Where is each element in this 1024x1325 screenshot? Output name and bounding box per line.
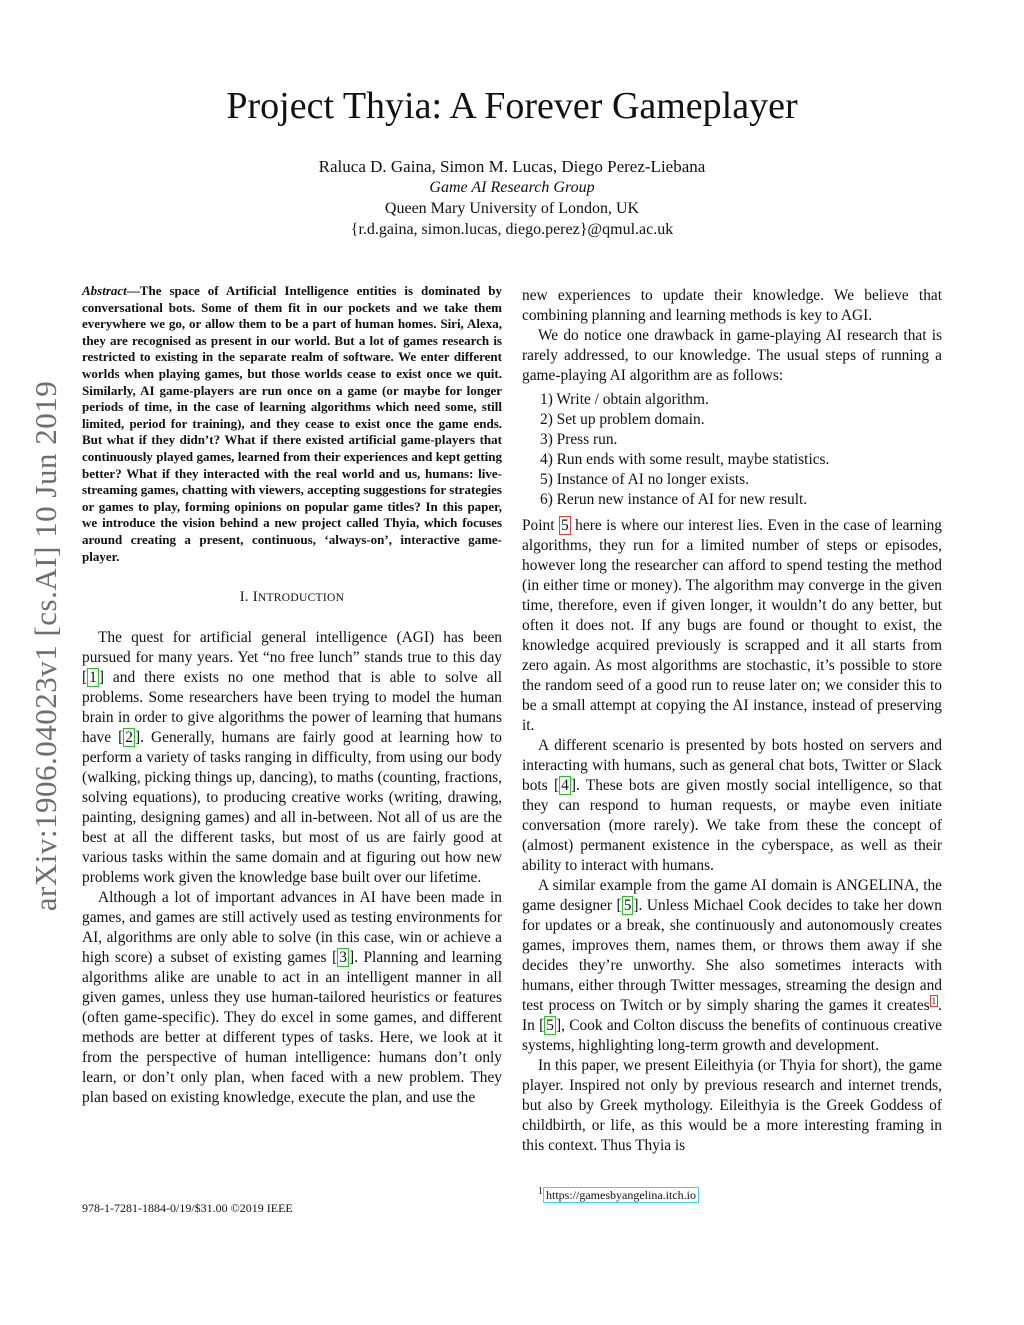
- intro-paragraph-2: [82, 888, 502, 1108]
- text-run: ]. These bots are given mostly social intelligence, so that they can respond to human requests, or maybe even initiate conversation (more rarely). We take from these the concept of (almost) permanent existence in the cyberspace, as well as their ability to interact with humans.: [522, 777, 942, 874]
- continued-paragraph: new experiences to update their knowledge. We believe that combining planning and learning methods is key to AGI.: [522, 287, 942, 324]
- citation-link[interactable]: 1: [89, 669, 97, 687]
- text-run: ], Cook and Colton discuss the benefits of continuous creative systems, highlighting long-term growth and development.: [522, 1017, 942, 1054]
- text-run: here is where our interest lies. Even in the case of learning algorithms, they run for a limited number of steps or episodes, however long the researcher can afford to spend testing the method (in either time or money). The algorithm may converge in the given time, therefore, even if given longer, it wouldn’t do any better, but often it does not. If any bugs are found or thought to exist, the knowledge acquired previously is scrapped and it all starts from zero again. As most algorithms are stochastic, it’s possible to store the random seed of a good run to reuse later on; we consider this to be a small attempt at copying the AI instance, instead of preserving it.: [522, 517, 942, 734]
- text-run: ]. Generally, humans are fairly good at learning how to perform a variety of tasks ranging in difficulty, from using our body (walking, picking things up, dancing), to maths (counting, fractions, solving equations), to producing creative works (writing, drawing, painting, designing games) and all in-between. Not all of us are the best at all the different tasks, but most of us are fairly good at various tasks within the same domain and at figuring out how new problems work given the knowledge base built over our lifetime.: [82, 729, 502, 887]
- citation-link[interactable]: 5: [623, 897, 632, 914]
- citation-link[interactable]: 3: [339, 949, 347, 967]
- list-item: 1) Write / obtain algorithm.: [540, 391, 709, 408]
- list-item: 5) Instance of AI no longer exists.: [540, 471, 750, 488]
- text-run: A similar example from the game AI domain is ANGELINA, the game designer [: [522, 877, 942, 914]
- section-initial: I: [252, 589, 258, 606]
- text-run: A different scenario is presented by bots hosted on servers and interacting with humans, such as general chat bots, Twitter or Slack bots [: [522, 737, 942, 794]
- abstract-label: Abstract: [82, 283, 127, 298]
- bots-paragraph: [522, 736, 942, 876]
- text-run: . In [: [522, 997, 942, 1034]
- text-run: Point: [522, 517, 559, 534]
- list-item: 6) Rerun new instance of AI for new result.: [540, 491, 808, 508]
- text-run: ]. Planning and learning algorithms alike are unable to act in an intelligent manner in all given games, unless they use human-tailored heuristics or features (often game-specific). They do excel in some games, and different methods are better at different types of tasks. Here, we look at it from the perspective of human intelligence: humans don’t only learn, or don’t only plan, when faced with a new problem. They plan based on existing knowledge, execute the plan, and use the: [82, 949, 503, 1107]
- list-item: 3) Press run.: [540, 431, 618, 448]
- footnote-marker-link[interactable]: 1: [931, 995, 937, 1006]
- text-run: Although a lot of important advances in AI have been made in games, and games are still actively used as testing environments for AI, algorithms are only able to solve (in this case, win or achieve a high score) a subset of existing games [: [82, 889, 502, 967]
- point-paragraph: [522, 516, 942, 736]
- abstract-dash: —: [126, 283, 140, 298]
- text-run: The quest for artificial general intelligence (AGI) has been pursued for many years. Yet “no free lunch” stands true to this day [: [82, 629, 502, 687]
- angelina-paragraph: [522, 876, 942, 1056]
- research-group: Game AI Research Group: [429, 179, 595, 196]
- text-run: ] and there exists no one method that is able to solve all problems. Some researchers have been trying to model the human brain in order to give algorithms the power of learning that humans have [: [82, 669, 502, 747]
- drawback-paragraph: We do notice one drawback in game-playing AI research that is rarely addressed, to our knowledge. The usual steps of running a game-playing AI algorithm are as follows:: [522, 327, 942, 384]
- intro-paragraph-1: [82, 628, 502, 888]
- paper-title: Project Thyia: A Forever Gameplayer: [226, 85, 798, 127]
- author-emails: {r.d.gaina, simon.lucas, diego.perez}@qmul.ac.uk: [350, 221, 674, 238]
- text-run: ]. Unless Michael Cook decides to take her down for updates or a break, she continuously and autonomously creates games, improves them, names them, or throws them away if she decides they’re unworthy. She also sometimes interacts with humans, either through Twitter messages, streaming the design and test process on Twitch or by simply sharing the games it creates: [522, 897, 942, 1014]
- author-list: Raluca D. Gaina, Simon M. Lucas, Diego Perez-Liebana: [318, 157, 706, 176]
- citation-link[interactable]: 4: [561, 777, 569, 794]
- left-column: [82, 283, 502, 1108]
- abstract-text: The space of Artificial Intelligence entities is dominated by conversational bots. Some of them fit in our pockets and we take them everywhere we go, or allow them to be a part of human homes. Siri, Alexa, they are recognised as present in our world. But a lot of games research is restricted to existing in the separate realm of software. We enter different worlds when playing games, but those worlds cease to exist once we quit. Similarly, AI game-players are run once on a game (or maybe for longer periods of time, in the case of learning algorithms which need some, still limited, period for training), and they cease to exist once the game ends. But what if they didn’t? What if there existed artificial game-players that continuously played games, learned from their experiences and kept getting better? What if they interacted with the real world and us, humans: live-streaming games, chatting with viewers, accepting suggestions for strategies or games to play, forming opinions on popular game titles? In this paper, we introduce the vision behind a new project called Thyia, which focuses around creating a present, continuous, ‘always-on’, interactive game-player.: [82, 283, 502, 564]
- section-rest: NTRODUCTION: [257, 592, 345, 605]
- footnote-number: 1: [538, 1186, 543, 1197]
- copyright-notice: 978-1-7281-1884-0/19/$31.00 ©2019 IEEE: [82, 1201, 293, 1215]
- list-item: 2) Set up problem domain.: [540, 411, 705, 428]
- steps-list: [522, 390, 942, 510]
- list-item: 4) Run ends with some result, maybe statistics.: [540, 451, 830, 468]
- section-numeral: I.: [239, 589, 253, 606]
- right-column: [522, 286, 942, 1156]
- section-heading-introduction: [82, 587, 502, 608]
- citation-link[interactable]: 2: [125, 729, 133, 747]
- abstract: [82, 283, 502, 565]
- citation-link[interactable]: 5: [546, 1017, 554, 1034]
- thyia-paragraph: In this paper, we present Eileithyia (or Thyia for short), the game player. Inspired not only by previous research and internet trends, but also by Greek mythology. Eileithyia is the Greek Goddess of childbirth, or life, as this would be a more interesting framing in this context. Thus Thyia is: [522, 1057, 942, 1154]
- footnote-url-link[interactable]: https://gamesbyangelina.itch.io: [543, 1187, 699, 1203]
- footnote: [538, 1186, 699, 1203]
- affiliation: Queen Mary University of London, UK: [384, 200, 640, 217]
- step-reference-link[interactable]: 5: [561, 517, 569, 534]
- arxiv-identifier: arXiv:1906.04023v1 [cs.AI] 10 Jun 2019: [28, 380, 63, 912]
